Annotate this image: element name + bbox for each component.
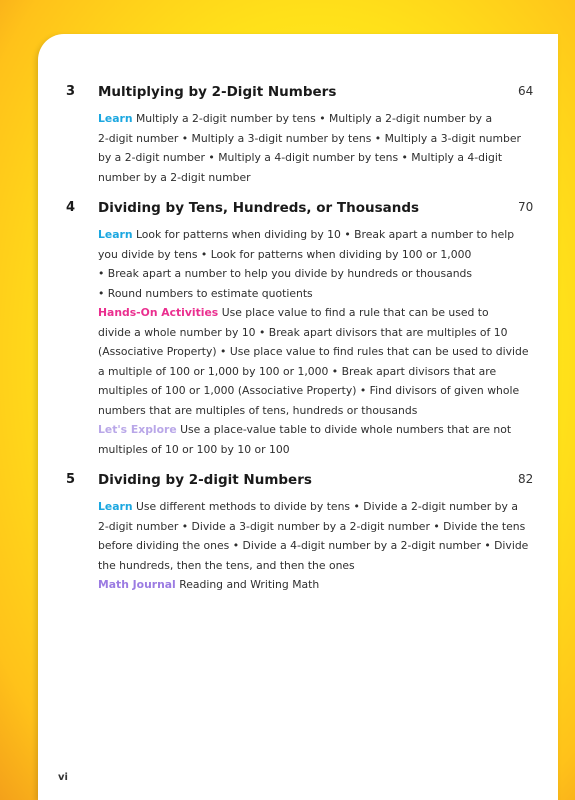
hands-on-text: Use place value to find a rule that can be used to	[221, 306, 489, 319]
math-journal-text: Reading and Writing Math	[175, 578, 320, 591]
text-line: you divide by tens • Look for patterns when dividing by 100 or 1,000	[98, 247, 472, 261]
text-line: 2-digit number • Multiply a 3-digit number by tens • Multiply a 3-digit number	[98, 131, 521, 145]
text-line: (Associative Property) • Use place value to find rules that can be used to divide	[98, 345, 529, 358]
text-line: • Round numbers to estimate quotients	[98, 286, 313, 300]
learn-label: Learn	[98, 500, 133, 513]
text-line	[98, 497, 526, 517]
text-line: before dividing the ones • Divide a 4-digit number by a 2-digit number • Divide	[98, 539, 529, 552]
text-line	[98, 575, 526, 595]
chapter-number: 5	[66, 472, 76, 487]
learn-text: Use different methods to divide by tens • Divide a 2-digit number by a	[135, 500, 518, 513]
learn-text: Look for patterns when dividing by 10 • Break apart a number to help	[135, 228, 515, 241]
lets-explore-text: Use a place-value table to divide whole numbers that are not	[180, 423, 512, 436]
text-line: multiples of 100 or 1,000 (Associative Property) • Find divisors of given whole	[98, 384, 520, 397]
contents-page	[38, 34, 558, 800]
text-line: divide a whole number by 10 • Break apart divisors that are multiples of 10	[98, 325, 508, 339]
text-line: • Break apart a number to help you divide by hundreds or thousands	[98, 267, 473, 280]
chapter-page-number: 64	[518, 84, 534, 98]
lets-explore-label: Let's Explore	[98, 423, 177, 436]
chapter-description	[98, 109, 526, 187]
learn-text: Multiply a 2-digit number by tens • Multiply a 2-digit number by a	[135, 112, 493, 125]
text-line: multiples of 10 or 100 by 10 or 100	[98, 442, 290, 456]
learn-label: Learn	[98, 112, 133, 125]
page-footer-number: vi	[58, 772, 68, 783]
hands-on-activities-label: Hands-On Activities	[98, 306, 219, 319]
text-line: numbers that are multiples of tens, hundreds or thousands	[98, 403, 418, 417]
text-line	[98, 109, 526, 129]
chapter-description	[98, 225, 529, 459]
text-line	[98, 303, 526, 323]
text-line: by a 2-digit number • Multiply a 4-digit number by tens • Multiply a 4-digit	[98, 151, 503, 164]
learn-label: Learn	[98, 228, 133, 241]
text-line	[98, 420, 526, 440]
math-journal-label: Math Journal	[98, 578, 176, 591]
chapter-number: 3	[66, 84, 76, 99]
text-line	[98, 225, 526, 245]
chapter-page-number: 82	[518, 472, 534, 486]
text-line: 2-digit number • Divide a 3-digit number by a 2-digit number • Divide the tens	[98, 519, 526, 533]
chapter-number: 4	[66, 200, 76, 215]
chapter-title: Multiplying by 2-Digit Numbers	[98, 84, 337, 100]
chapter-description	[98, 497, 529, 595]
chapter-title: Dividing by Tens, Hundreds, or Thousands	[98, 200, 420, 216]
chapter-title: Dividing by 2-digit Numbers	[98, 472, 312, 488]
text-line: a multiple of 100 or 1,000 by 100 or 1,000 • Break apart divisors that are	[98, 364, 497, 378]
text-line: the hundreds, then the tens, and then the ones	[98, 558, 355, 572]
text-line: number by a 2-digit number	[98, 170, 251, 184]
chapter-page-number: 70	[518, 200, 534, 214]
